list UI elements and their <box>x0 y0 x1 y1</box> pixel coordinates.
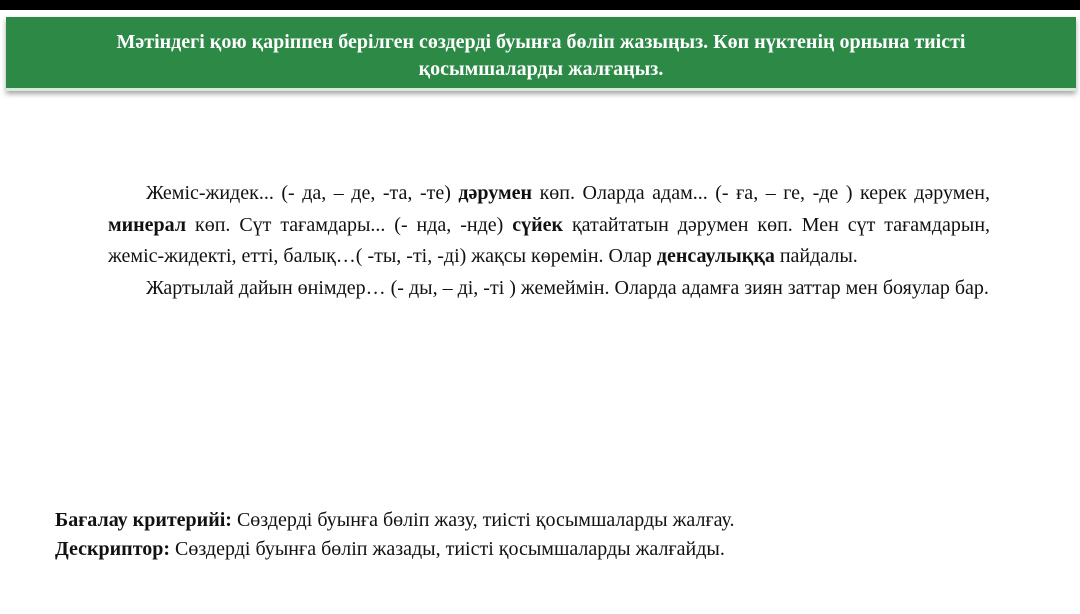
descriptor-label: Дескриптор: <box>55 538 171 560</box>
bold-word-mineral: минерал <box>108 213 187 236</box>
bold-word-darumen: дәрумен <box>458 182 533 204</box>
passage-paragraph-2: Жартылай дайын өнімдер… (- ды, – ді, -ті ) жемеймін. Оларда адамға зиян заттар мен бояулар бар. <box>146 276 989 299</box>
criteria-line <box>55 506 1015 535</box>
instruction-line-2: қосымшаларды жалғаңыз. <box>418 58 664 80</box>
criteria-label: Бағалау критерийі: <box>55 509 232 531</box>
passage-segment: қатайтатын дәрумен көп. Мен сүт тағамдарын, жеміс-жидекті, етті, балық…( -ты, -ті, -ді) жақсы көремін. Олар <box>108 213 991 267</box>
descriptor-line <box>55 535 1015 564</box>
passage-paragraph-1 <box>108 178 990 273</box>
passage-segment: көп. Сүт тағамдары... (- нда, -нде) <box>195 213 504 236</box>
descriptor-text: Сөздерді буынға бөліп жазады, тиісті қосымшаларды жалғайды. <box>175 538 725 560</box>
assessment-section <box>55 506 1015 564</box>
bold-word-suyek: сүйек <box>512 213 564 236</box>
slide <box>0 10 1080 614</box>
instruction-banner <box>6 17 1076 91</box>
passage-segment: Жеміс-жидек... (- да, – де, -та, -те) <box>146 182 451 204</box>
bold-word-densaulykka: денсаулыққа <box>656 245 775 267</box>
exercise-passage <box>108 178 990 304</box>
passage-segment: көп. Оларда адам... (- ға, – ге, -де ) керек дәрумен, <box>539 182 991 204</box>
criteria-text: Сөздерді буынға бөліп жазу, тиісті қосымшаларды жалғау. <box>236 509 735 531</box>
passage-segment: пайдалы. <box>779 245 858 267</box>
instruction-line-1: Мәтіндегі қою қаріппен берілген сөздерді буынға бөліп жазыңыз. Көп нүктенің орнына тиісті <box>116 31 966 53</box>
